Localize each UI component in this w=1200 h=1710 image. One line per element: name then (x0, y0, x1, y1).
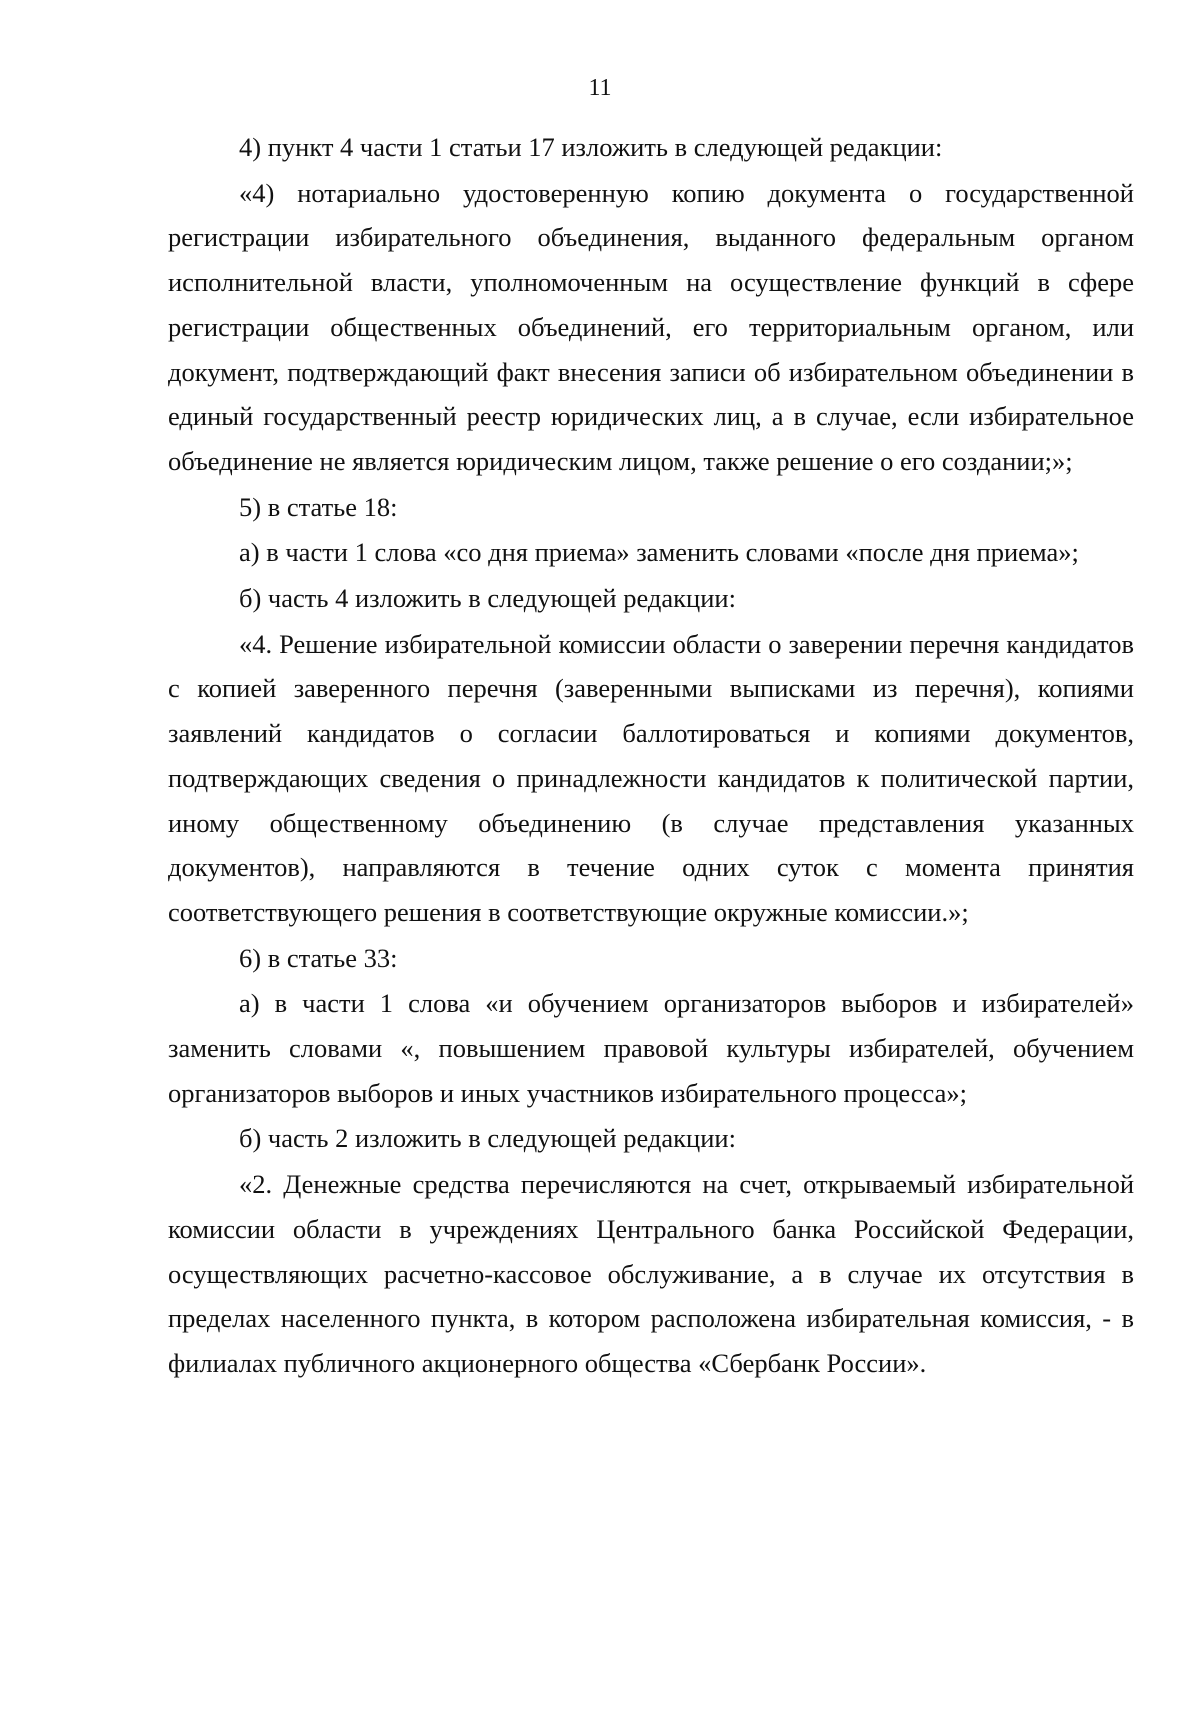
paragraph-quote-item-4: «4) нотариально удостоверенную копию документа о государственной регистрации избирательного объединения, выданного федеральным органом исполнительной власти, уполномоченным на осуществление функций в сфере регистрации общественных объединений, его территориальным органом, или документ, подтверждающий факт внесения записи об избирательном объединении в единый государственный реестр юридических лиц, а в случае, если избирательное объединение не является юридическим лицом, также решение о его создании;»; (168, 177, 1134, 476)
paragraph-amendment-5b: б) часть 4 изложить в следующей редакции: (239, 583, 736, 614)
paragraph-amendment-4: 4) пункт 4 части 1 статьи 17 изложить в следующей редакции: (239, 132, 943, 162)
document-body (168, 125, 1134, 1387)
paragraph-amendment-5: 5) в статье 18: (239, 491, 398, 522)
paragraph-amendment-6a: а) в части 1 слова «и обучением организаторов выборов и избирателей» заменить словами «, повышением правовой культуры избирателей, обучением организаторов выборов и иных участников избирательного процесса»; (168, 988, 1134, 1108)
paragraph-amendment-5a: а) в части 1 слова «со дня приема» заменить словами «после дня приема»; (239, 537, 1079, 568)
paragraph-quote-part-2: «2. Денежные средства перечисляются на счет, открываемый избирательной комиссии области в учреждениях Центрального банка Российской Федерации, осуществляющих расчетно-кассовое обслуживание, а в случае их отсутствия в пределах населенного пункта, в котором расположена избирательная комиссия, - в филиалах публичного акционерного общества «Сбербанк России». (168, 1169, 1134, 1378)
paragraph-amendment-6: 6) в статье 33: (239, 942, 398, 973)
page-number: 11 (588, 75, 612, 101)
paragraph-amendment-6b: б) часть 2 изложить в следующей редакции: (239, 1123, 736, 1154)
paragraph-quote-part-4: «4. Решение избирательной комиссии области о заверении перечня кандидатов с копией заверенного перечня (заверенными выписками из перечня), копиями заявлений кандидатов о согласии баллотироваться и копиями документов, подтверждающих сведения о принадлежности кандидатов к политической партии, иному общественному объединению (в случае представления указанных документов), направляются в течение одних суток с момента принятия соответствующего решения в соответствующие окружные комиссии.»; (168, 628, 1134, 927)
